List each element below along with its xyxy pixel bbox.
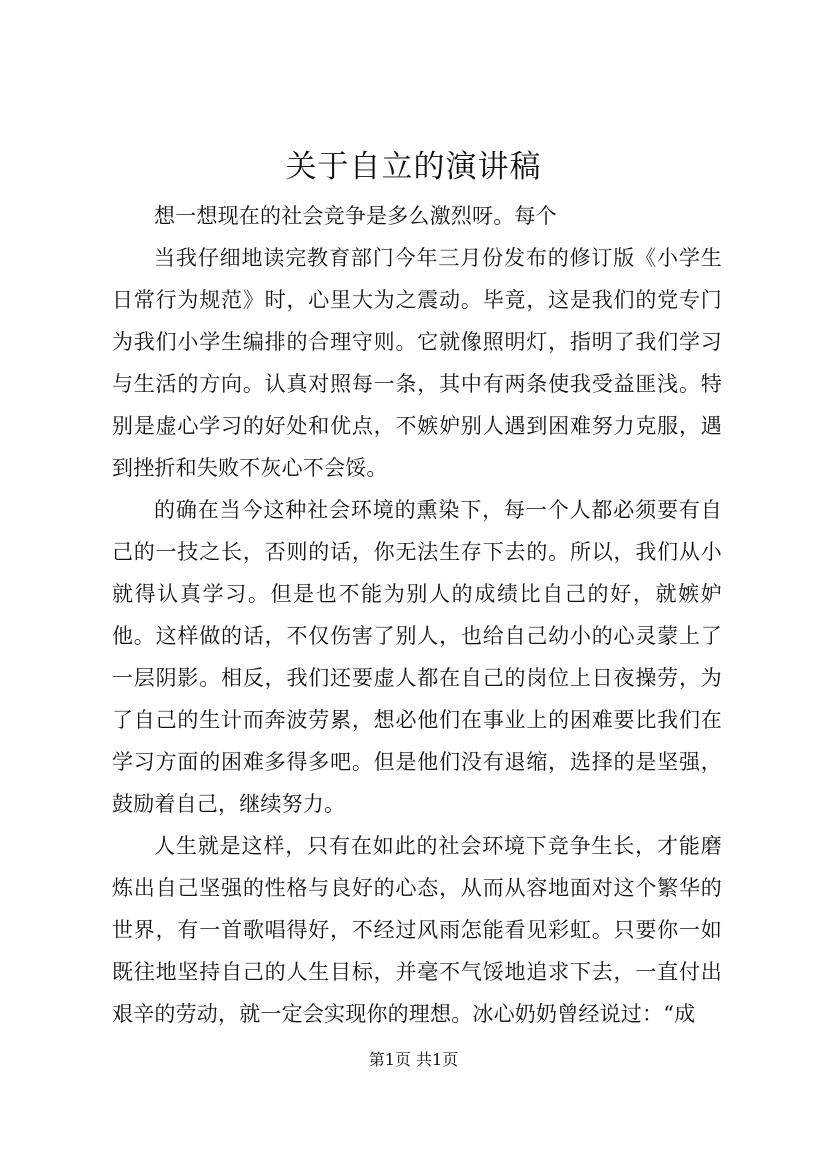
document-body <box>112 195 722 1035</box>
paragraph-2: 当我仔细地读完教育部门今年三月份发布的修订版《小学生日常行为规范》时，心里大为之震动。毕竟，这是我们的党专门为我们小学生编排的合理守则。它就像照明灯，指明了我们学习与生活的方向。认真对照每一条，其中有两条使我受益匪浅。特别是虚心学习的好处和优点，不嫉妒别人遇到困难努力克服，遇到挫折和失败不灰心不会馁。 <box>112 246 722 480</box>
paragraph-3: 的确在当今这种社会环境的熏染下，每一个人都必须要有自己的一技之长，否则的话，你无法生存下去的。所以，我们从小就得认真学习。但是也不能为别人的成绩比自己的好，就嫉妒他。这样做的话，不仅伤害了别人，也给自己幼小的心灵蒙上了一层阴影。相反，我们还要虚人都在自己的岗位上日夜操劳，为了自己的生计而奔波劳累，想必他们在事业上的困难要比我们在学习方面的困难多得多吧。但是他们没有退缩，选择的是坚强，鼓励着自己，继续努力。 <box>112 498 722 816</box>
document-title: 关于自立的演讲稿 <box>285 149 542 185</box>
paragraph-1: 想一想现在的社会竞争是多么激烈呀。每个 <box>154 204 557 228</box>
page-footer: 第1页 共1页 <box>368 1050 459 1069</box>
paragraph-4: 人生就是这样，只有在如此的社会环境下竞争生长，才能磨炼出自己坚强的性格与良好的心态，从而从容地面对这个繁华的世界，有一首歌唱得好，不经过风雨怎能看见彩虹。只要你一如既往地坚持自己的人生目标，并毫不气馁地追求下去，一直付出艰辛的劳动，就一定会实现你的理想。冰心奶奶曾经说过：“成 <box>112 834 722 1026</box>
